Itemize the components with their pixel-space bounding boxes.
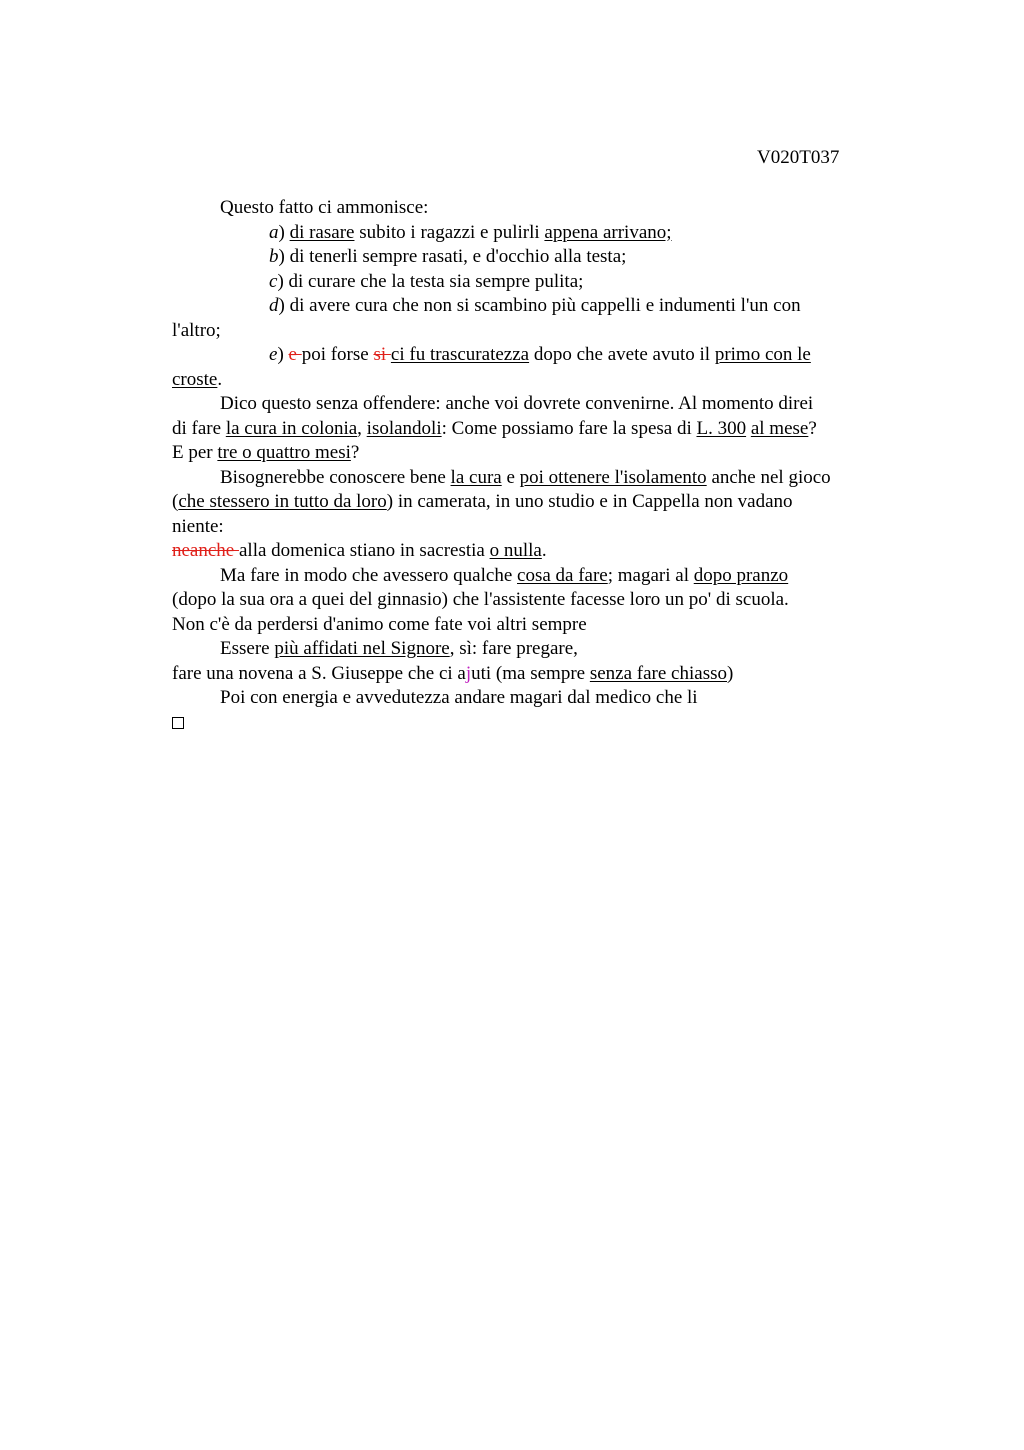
paragraph-3-line-3: Non c'è da perdersi d'animo come fate voi altri sempre	[172, 613, 587, 635]
paragraph-1-line-3: E per tre o quattro mesi?	[172, 442, 360, 463]
item-e: e) e poi forse si ci fu trascuratezza dopo che avete avuto il primo con le	[269, 344, 811, 365]
paragraph-3-line-1: Ma fare in modo che avessero qualche cosa da fare; magari al dopo pranzo	[220, 564, 789, 586]
paragraph-2-line-2: (che stessero in tutto da loro) in camerata, in uno studio e in Cappella non vadano	[172, 491, 793, 512]
item-a: a) di rasare subito i ragazzi e pulirli appena arrivano;	[269, 221, 672, 243]
intro-line: Questo fatto ci ammonisce:	[220, 197, 429, 218]
paragraph-2-line-3: niente:	[172, 515, 224, 537]
square-box-icon	[172, 717, 184, 729]
paragraph-1-line-2: di fare la cura in colonia, isolandoli: Come possiamo fare la spesa di L. 300 al mese?	[172, 417, 817, 439]
deleted-text: neanche	[172, 540, 239, 561]
item-e-continuation: croste.	[172, 368, 223, 390]
item-d: d) di avere cura che non si scambino più cappelli e indumenti l'un con	[269, 295, 801, 316]
page-end-marker	[172, 711, 892, 736]
paragraph-2-line-1: Bisognerebbe conoscere bene la cura e poi ottenere l'isolamento anche nel gioco	[220, 466, 831, 488]
paragraph-2-line-4: neanche alla domenica stiano in sacrestia o nulla.	[172, 540, 547, 561]
deleted-text: e	[288, 344, 302, 365]
paragraph-5-line-1: Poi con energia e avvedutezza andare magari dal medico che li	[220, 687, 698, 708]
item-b: b) di tenerli sempre rasati, e d'occhio alla testa;	[269, 246, 627, 267]
paragraph-1-line-1: Dico questo senza offendere: anche voi dovrete convenirne. Al momento direi	[220, 393, 814, 414]
paragraph-4-line-1: Essere più affidati nel Signore, sì: fare pregare,	[220, 638, 578, 659]
deleted-text: si	[373, 344, 391, 365]
paragraph-3-line-2: (dopo la sua ora a quei del ginnasio) che l'assistente facesse loro un po' di scuola.	[172, 589, 789, 610]
document-code: V020T037	[757, 147, 840, 168]
document-body	[172, 196, 892, 735]
paragraph-4-line-2: fare una novena a S. Giuseppe che ci ajuti (ma sempre senza fare chiasso)	[172, 662, 734, 684]
item-d-continuation: l'altro;	[172, 319, 221, 341]
inserted-text: j	[465, 662, 472, 684]
item-c: c) di curare che la testa sia sempre pulita;	[269, 270, 584, 292]
